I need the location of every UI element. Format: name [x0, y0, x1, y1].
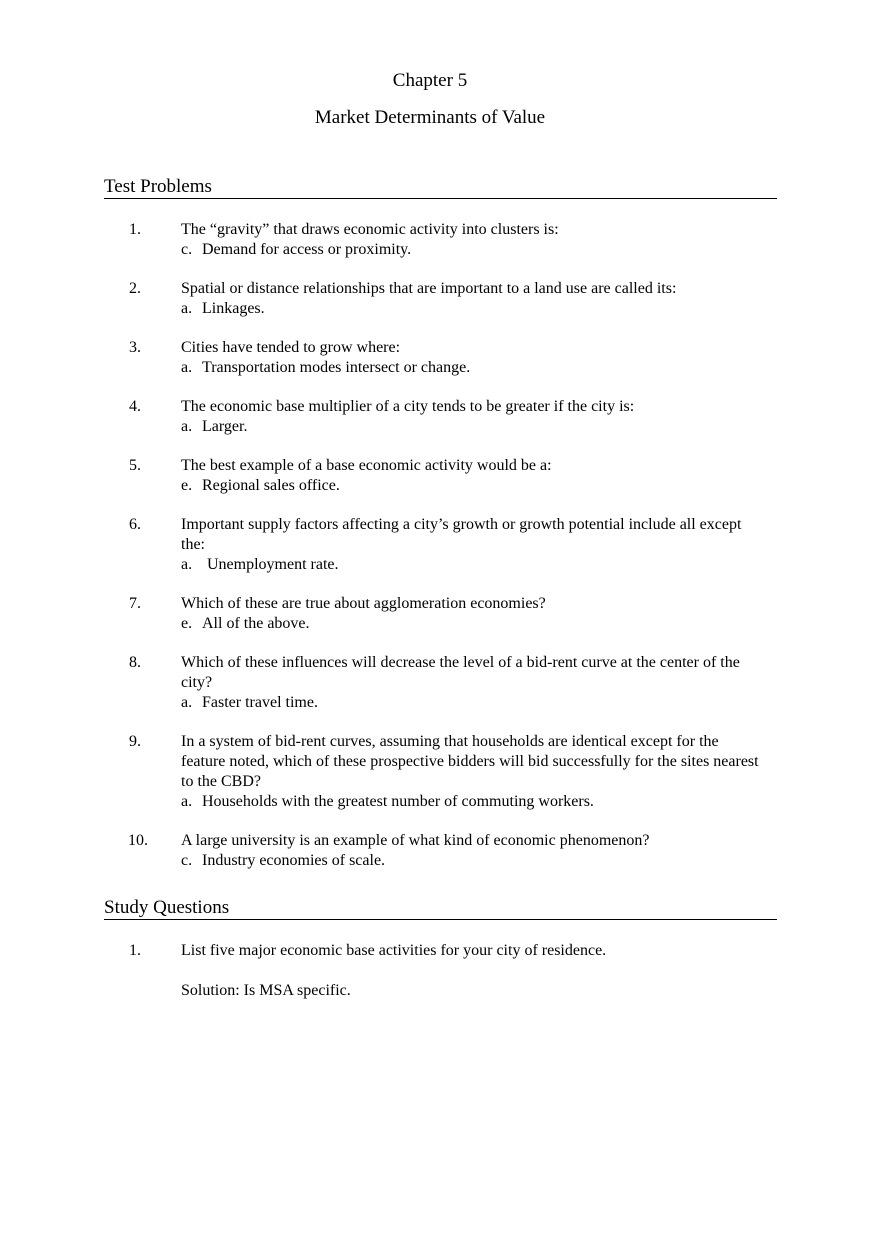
question-item — [0, 456, 880, 496]
answer-letter: a. — [181, 793, 193, 810]
answer-letter: a. — [181, 418, 193, 435]
question-number: 3. — [129, 339, 141, 356]
answer-text: Transportation modes intersect or change. — [202, 359, 471, 376]
title-block — [0, 68, 860, 131]
question-item — [0, 653, 880, 713]
question-number: 1. — [129, 942, 141, 959]
chapter-label: Chapter 5 — [392, 70, 468, 91]
question-text: The best example of a base economic activity would be a: — [181, 457, 552, 474]
question-number: 7. — [129, 595, 141, 612]
question-item — [0, 279, 880, 319]
study-questions-list — [0, 941, 880, 1020]
answer-line — [181, 693, 880, 713]
answer-line — [181, 476, 880, 496]
answer-text: Linkages. — [202, 300, 265, 317]
question-text: List five major economic base activities for your city of residence. — [181, 942, 607, 959]
answer-text: Unemployment rate. — [207, 556, 339, 573]
question-number: 8. — [129, 654, 141, 671]
question-text: The economic base multiplier of a city tends to be greater if the city is: — [181, 398, 635, 415]
answer-letter: e. — [181, 615, 193, 632]
question-number: 2. — [129, 280, 141, 297]
question-item — [0, 594, 880, 634]
solution-text: Solution: Is MSA specific. — [181, 982, 351, 999]
question-item — [0, 941, 880, 1001]
question-number: 9. — [129, 733, 141, 750]
question-text: The “gravity” that draws economic activity into clusters is: — [181, 221, 559, 238]
question-number: 1. — [129, 221, 141, 238]
answer-letter: e. — [181, 477, 193, 494]
question-text: Which of these influences will decrease the level of a bid-rent curve at the center of the city? — [181, 654, 740, 691]
answer-text: Industry economies of scale. — [202, 852, 386, 869]
answer-text: Regional sales office. — [202, 477, 340, 494]
question-number: 5. — [129, 457, 141, 474]
answer-letter: a. — [181, 300, 193, 317]
answer-letter: c. — [181, 852, 193, 869]
test-problems-list — [0, 220, 880, 890]
question-number: 6. — [129, 516, 141, 533]
question-text: A large university is an example of what kind of economic phenomenon? — [181, 832, 650, 849]
answer-text: Demand for access or proximity. — [202, 241, 412, 258]
answer-text: All of the above. — [202, 615, 310, 632]
answer-letter: c. — [181, 241, 193, 258]
answer-line — [181, 851, 880, 871]
question-item — [0, 220, 880, 260]
question-text: Which of these are true about agglomeration economies? — [181, 595, 546, 612]
answer-line — [181, 417, 880, 437]
question-text: In a system of bid-rent curves, assuming that households are identical except for the feature noted, which of these prospective bidders will bid successfully for the sites nearest to the CBD? — [181, 733, 759, 790]
answer-text: Larger. — [202, 418, 248, 435]
question-text: Important supply factors affecting a city’s growth or growth potential include all except the: — [181, 516, 742, 553]
answer-text: Faster travel time. — [202, 694, 318, 711]
question-item — [0, 515, 880, 575]
chapter-title: Market Determinants of Value — [314, 107, 546, 128]
question-text: Cities have tended to grow where: — [181, 339, 401, 356]
question-item — [0, 338, 880, 378]
answer-line — [181, 555, 880, 575]
question-text: Spatial or distance relationships that are important to a land use are called its: — [181, 280, 677, 297]
question-item — [0, 397, 880, 437]
answer-line — [181, 299, 880, 319]
answer-letter: a. — [181, 359, 193, 376]
question-number: 4. — [129, 398, 141, 415]
question-number: 10. — [128, 832, 148, 849]
answer-line — [181, 240, 880, 260]
answer-line — [181, 792, 880, 812]
section-heading-test-problems: Test Problems — [104, 176, 777, 199]
answer-letter: a. — [181, 556, 193, 573]
answer-text: Households with the greatest number of commuting workers. — [202, 793, 594, 810]
section-heading-study-questions: Study Questions — [104, 897, 777, 920]
answer-line — [181, 358, 880, 378]
answer-line — [181, 614, 880, 634]
question-item — [0, 831, 880, 871]
question-item — [0, 732, 880, 812]
answer-letter: a. — [181, 694, 193, 711]
